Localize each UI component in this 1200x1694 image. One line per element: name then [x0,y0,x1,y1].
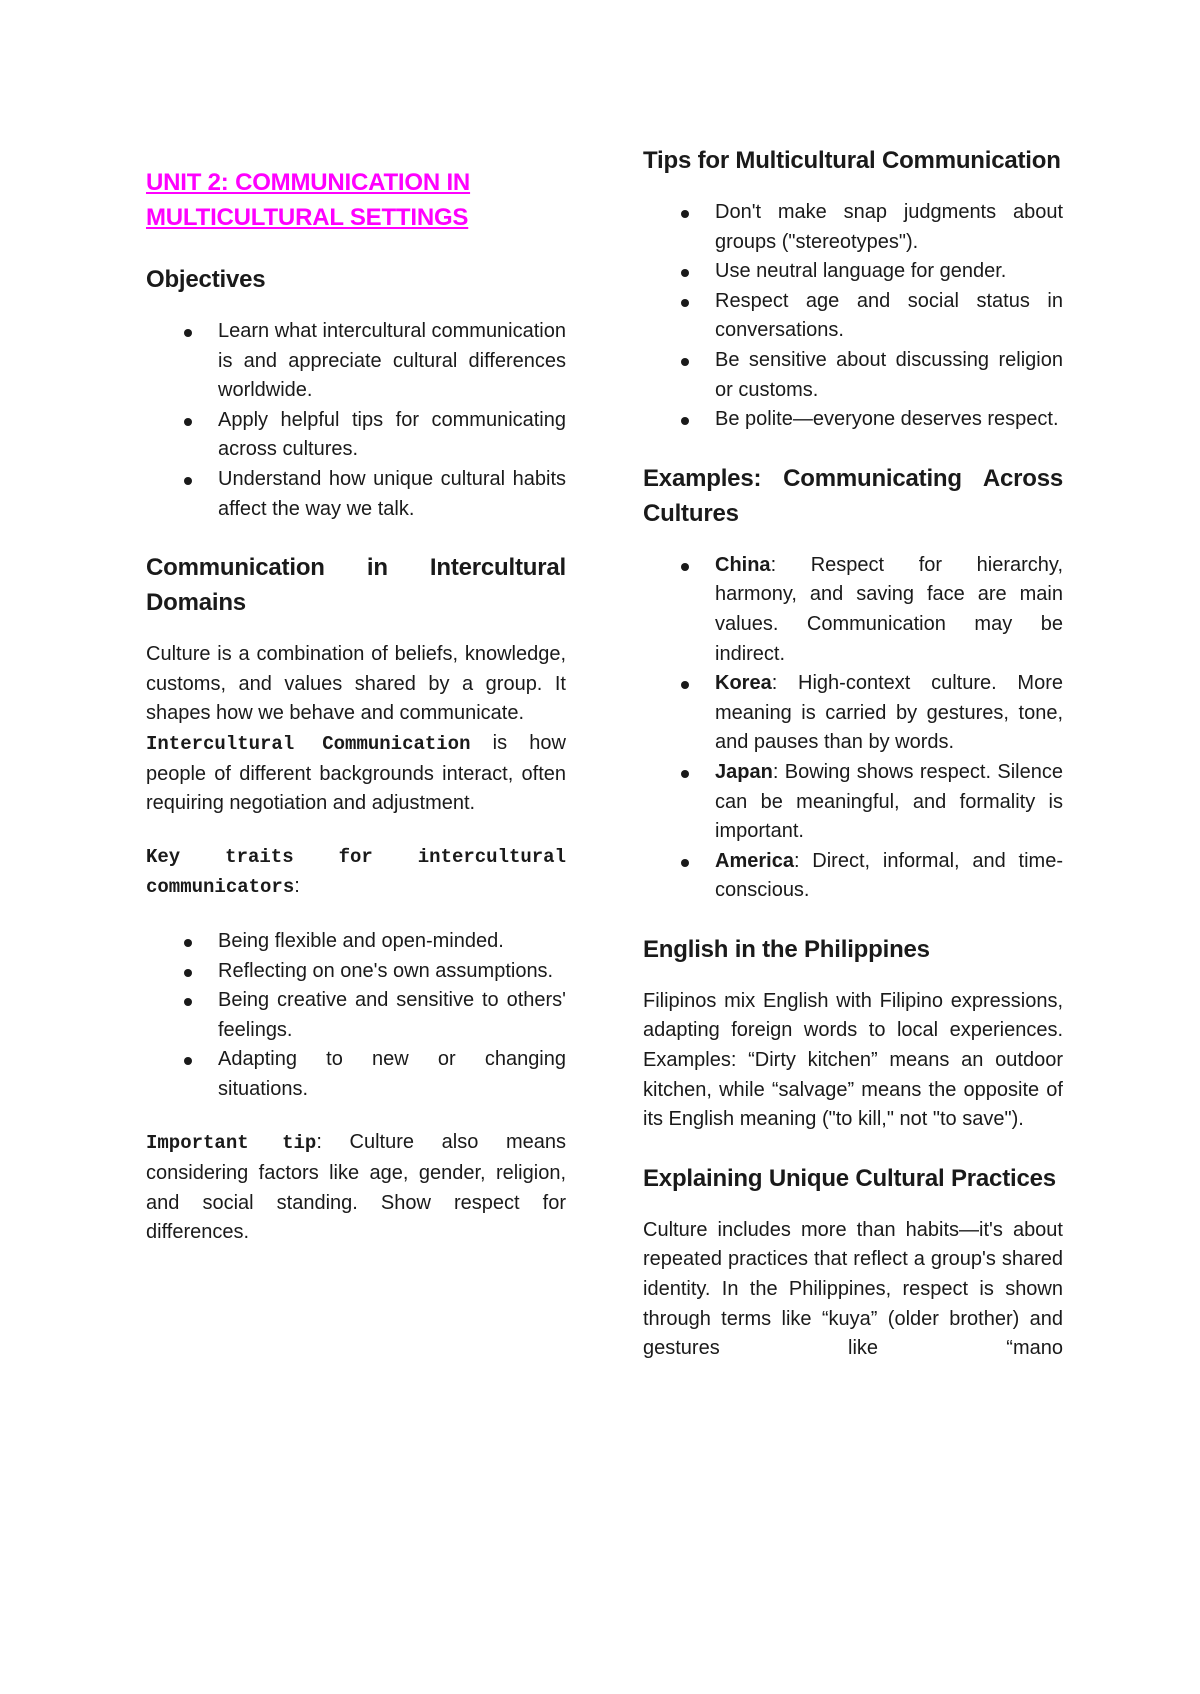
country-america: America [715,849,794,872]
list-item: Learn what intercultural communication is and appreciate cultural differences worldwide. [146,317,566,406]
practices-heading: Explaining Unique Cultural Practices [643,1164,1056,1192]
list-item: Don't make snap judgments about groups ("stereotypes"). [643,198,1063,257]
tips-list [643,198,1063,435]
examples-heading: Examples: Communicating Across Cultures [643,464,1063,527]
country-japan: Japan [715,760,773,783]
list-item: Being flexible and open-minded. [146,927,566,957]
list-item: Japan: Bowing shows respect. Silence can be meaningful, and formality is important. [643,758,1063,847]
unit-title: UNIT 2: COMMUNICATION IN MULTICULTURAL SETTINGS [146,169,471,231]
english-heading: English in the Philippines [643,935,930,963]
list-item: Apply helpful tips for communicating across cultures. [146,406,566,465]
intercultural-paragraph: Intercultural Communication is how people of different backgrounds interact, often requiring negotiation and adjustment. [146,731,566,815]
list-item: Reflecting on one's own assumptions. [146,957,566,987]
domains-heading: Communication in Intercultural Domains [146,554,566,617]
list-item: Be polite—everyone deserves respect. [643,405,1063,435]
objectives-list [146,317,566,524]
country-china: China [715,553,771,576]
important-tip: Important tip: Culture also means considering factors like age, gender, religion, and social standing. Show respect for differences. [146,1131,566,1244]
list-item: Understand how unique cultural habits affect the way we talk. [146,465,566,524]
list-item: Be sensitive about discussing religion or customs. [643,346,1063,405]
examples-list [643,551,1063,906]
culture-paragraph: Culture is a combination of beliefs, knowledge, customs, and values shared by a group. It shapes how we behave and communicate. [146,643,566,725]
left-column [146,0,566,1248]
objectives-heading: Objectives [146,266,266,293]
list-item: China: Respect for hierarchy, harmony, and saving face are main values. Communication may be indirect. [643,551,1063,669]
list-item: Korea: High-context culture. More meaning is carried by gestures, tone, and pauses than by words. [643,669,1063,758]
traits-list [146,927,566,1105]
practices-paragraph: Culture includes more than habits—it's about repeated practices that reflect a group's shared identity. In the Philippines, respect is shown through terms like “kuya” (older brother) and gestures like “mano [643,1218,1063,1360]
list-item: Respect age and social status in conversations. [643,287,1063,346]
tips-heading: Tips for Multicultural Communication [643,147,1061,174]
country-korea: Korea [715,672,772,695]
list-item: America: Direct, informal, and time-conscious. [643,847,1063,906]
list-item: Being creative and sensitive to others' feelings. [146,986,566,1045]
ic-term: Intercultural Communication [146,732,471,755]
list-item: Adapting to new or changing situations. [146,1045,566,1104]
right-column [643,0,1063,1364]
list-item: Use neutral language for gender. [643,257,1063,287]
english-paragraph: Filipinos mix English with Filipino expressions, adapting foreign words to local experiences. Examples: “Dirty kitchen” means an outdoor kitchen, while “salvage” means the opposite of its English meaning ("to kill," not "to save"). [643,989,1063,1131]
key-traits-label: Key traits for intercultural communicators: [146,845,566,899]
